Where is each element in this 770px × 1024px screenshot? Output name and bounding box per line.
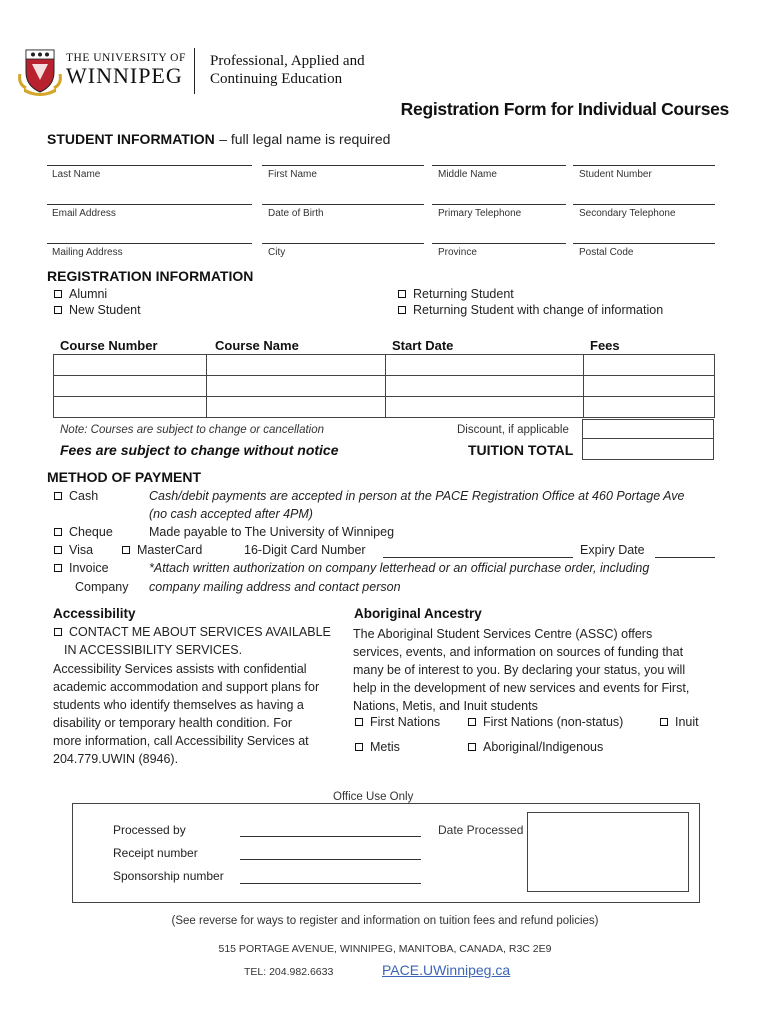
- receipt-number-label: Receipt number: [113, 846, 198, 860]
- tuition-total-label: TUITION TOTAL: [468, 442, 574, 458]
- course-table: [53, 354, 715, 418]
- courses-note: Note: Courses are subject to change or cancellation: [60, 424, 325, 436]
- accessibility-body-line: students who identify themselves as having a: [53, 698, 304, 712]
- pace-website-link[interactable]: PACE.UWinnipeg.ca: [382, 962, 511, 978]
- mastercard-label: MasterCard: [137, 543, 203, 557]
- course-number-header: Course Number: [60, 338, 158, 353]
- middle-name-field[interactable]: [432, 180, 566, 204]
- aboriginal-body-line: Nations, Metis, and Inuit students: [353, 699, 538, 713]
- aboriginal-heading: Aboriginal Ancestry: [354, 606, 482, 621]
- expiry-label: Expiry Date: [580, 543, 645, 557]
- new-student-label: New Student: [69, 303, 141, 317]
- office-use-title: Office Use Only: [330, 791, 416, 803]
- returning-student-option[interactable]: [398, 287, 514, 301]
- processed-by-label: Processed by: [113, 823, 186, 837]
- checkbox-icon: [398, 306, 406, 314]
- mailing-address-label: Mailing Address: [52, 247, 123, 258]
- secondary-phone-label: Secondary Telephone: [579, 208, 676, 219]
- course-number-cell[interactable]: [54, 376, 207, 397]
- accessibility-heading: Accessibility: [53, 606, 136, 621]
- postal-code-label: Postal Code: [579, 247, 634, 258]
- visa-label: Visa: [69, 543, 94, 557]
- form-title: Registration Form for Individual Courses: [400, 99, 729, 119]
- checkbox-icon: [122, 546, 130, 554]
- card-number-label: 16-Digit Card Number: [244, 543, 366, 557]
- fees-notice: Fees are subject to change without notice: [60, 442, 339, 458]
- checkbox-icon: [355, 743, 363, 751]
- course-name-cell[interactable]: [207, 376, 386, 397]
- checkbox-icon: [54, 628, 62, 636]
- accessibility-contact-label-2: IN ACCESSIBILITY SERVICES.: [64, 643, 243, 657]
- cash-description-1: Cash/debit payments are accepted in person at the PACE Registration Office at 460 Portage Ave: [149, 489, 685, 503]
- accessibility-body: [53, 660, 319, 768]
- invoice-description-1: *Attach written authorization on company letterhead or an official purchase order, including: [149, 561, 650, 575]
- last-name-label: Last Name: [52, 169, 101, 180]
- sponsorship-number-label: Sponsorship number: [113, 869, 224, 883]
- fees-cell[interactable]: [584, 397, 715, 418]
- mailing-address-line: [47, 243, 252, 244]
- start-date-cell[interactable]: [386, 355, 584, 376]
- fees-header: Fees: [590, 338, 620, 353]
- alumni-label: Alumni: [69, 287, 108, 301]
- visa-option[interactable]: [54, 543, 93, 557]
- aboriginal-body-line: many be of interest to you. By declaring your status, you will: [353, 663, 686, 677]
- primary-phone-line: [432, 204, 566, 205]
- dob-line: [262, 204, 424, 205]
- aboriginal-body-line: help in the development of new services and events for First,: [353, 681, 690, 695]
- middle-name-label: Middle Name: [438, 169, 497, 180]
- date-processed-field[interactable]: [527, 812, 689, 892]
- aboriginal-body: [353, 625, 689, 715]
- invoice-description-2: company mailing address and contact person: [149, 580, 401, 594]
- cheque-option[interactable]: [54, 525, 113, 539]
- course-name-cell[interactable]: [207, 397, 386, 418]
- returning-student-label: Returning Student: [413, 287, 514, 301]
- student-info-subtitle: – full legal name is required: [219, 131, 391, 147]
- company-label: Company: [75, 580, 129, 594]
- secondary-phone-line: [573, 204, 715, 205]
- accessibility-body-line: more information, call Accessibility Services at: [53, 734, 309, 748]
- email-label: Email Address: [52, 208, 116, 219]
- checkbox-icon: [398, 290, 406, 298]
- university-name-line2: WINNIPEG: [66, 63, 183, 88]
- cheque-label: Cheque: [69, 525, 113, 539]
- table-row: [54, 397, 715, 418]
- checkbox-icon: [54, 546, 62, 554]
- course-name-header: Course Name: [215, 338, 299, 353]
- checkbox-icon: [468, 718, 476, 726]
- inuit-label: Inuit: [675, 715, 699, 729]
- alumni-option[interactable]: [54, 287, 107, 301]
- checkbox-icon: [54, 564, 62, 572]
- accessibility-contact-option[interactable]: [54, 625, 331, 639]
- start-date-cell[interactable]: [386, 397, 584, 418]
- first-nations-non-status-label: First Nations (non-status): [483, 715, 624, 729]
- footer-address: 515 PORTAGE AVENUE, WINNIPEG, MANITOBA, CANADA, R3C 2E9: [218, 943, 552, 955]
- discount-field[interactable]: [582, 419, 714, 439]
- first-name-label: First Name: [268, 169, 317, 180]
- reverse-note: (See reverse for ways to register and information on tuition fees and refund policies): [171, 915, 599, 927]
- aboriginal-indigenous-label: Aboriginal/Indigenous: [483, 740, 604, 754]
- date-processed-label: Date Processed: [438, 823, 524, 837]
- tuition-total-field[interactable]: [582, 439, 714, 460]
- table-row: [54, 355, 715, 376]
- province-label: Province: [438, 247, 477, 258]
- university-crest-icon: [18, 44, 62, 96]
- receipt-number-field[interactable]: [240, 847, 421, 860]
- accessibility-body-line: Accessibility Services assists with confidential: [53, 662, 307, 676]
- payment-heading: METHOD OF PAYMENT: [47, 469, 202, 485]
- aboriginal-indigenous-option[interactable]: [468, 740, 603, 754]
- postal-code-line: [573, 243, 715, 244]
- new-student-option[interactable]: [54, 303, 141, 317]
- checkbox-icon: [54, 492, 62, 500]
- dob-field[interactable]: [262, 219, 424, 243]
- accessibility-body-line: 204.779.UWIN (8946).: [53, 752, 179, 766]
- accessibility-body-line: academic accommodation and support plans for: [53, 680, 320, 694]
- accessibility-body-line: disability or temporary health condition. For: [53, 716, 293, 730]
- checkbox-icon: [468, 743, 476, 751]
- department-name-line1: Professional, Applied and: [210, 53, 365, 69]
- course-number-cell[interactable]: [54, 397, 207, 418]
- start-date-header: Start Date: [392, 338, 454, 353]
- checkbox-icon: [54, 528, 62, 536]
- aboriginal-body-line: services, events, and information on sources of funding that: [353, 645, 684, 659]
- checkbox-icon: [355, 718, 363, 726]
- metis-label: Metis: [370, 740, 400, 754]
- student-info-heading: [47, 131, 390, 149]
- start-date-cell[interactable]: [386, 376, 584, 397]
- invoice-label: Invoice: [69, 561, 109, 575]
- first-name-field[interactable]: [262, 180, 424, 204]
- secondary-phone-field[interactable]: [573, 219, 715, 243]
- inuit-option[interactable]: [660, 715, 699, 729]
- metis-option[interactable]: [355, 740, 400, 754]
- processed-by-field[interactable]: [240, 824, 421, 837]
- returning-student-change-label: Returning Student with change of information: [413, 303, 664, 317]
- last-name-line: [47, 165, 252, 166]
- cash-option[interactable]: [54, 489, 98, 503]
- fees-cell[interactable]: [584, 376, 715, 397]
- accessibility-contact-label: CONTACT ME ABOUT SERVICES AVAILABLE: [69, 625, 331, 639]
- city-label: City: [268, 247, 286, 258]
- first-nations-label: First Nations: [370, 715, 441, 729]
- card-number-field[interactable]: [383, 544, 573, 558]
- checkbox-icon: [54, 306, 62, 314]
- expiry-field[interactable]: [655, 544, 715, 558]
- primary-phone-label: Primary Telephone: [438, 208, 522, 219]
- middle-name-line: [432, 165, 566, 166]
- student-number-label: Student Number: [579, 169, 652, 180]
- student-number-field[interactable]: [573, 180, 715, 204]
- mastercard-option[interactable]: [122, 543, 202, 557]
- discount-label: Discount, if applicable: [457, 424, 569, 436]
- city-line: [262, 243, 424, 244]
- cash-label: Cash: [69, 489, 99, 503]
- sponsorship-number-field[interactable]: [240, 871, 421, 884]
- checkbox-icon: [660, 718, 668, 726]
- course-number-cell[interactable]: [54, 355, 207, 376]
- checkbox-icon: [54, 290, 62, 298]
- primary-phone-field[interactable]: [432, 219, 566, 243]
- first-nations-non-status-option[interactable]: [468, 715, 623, 729]
- registration-heading: REGISTRATION INFORMATION: [47, 268, 254, 284]
- email-line: [47, 204, 252, 205]
- aboriginal-body-line: The Aboriginal Student Services Centre (ASSC) offers: [353, 627, 653, 641]
- fees-cell[interactable]: [584, 355, 715, 376]
- university-name-line1: THE UNIVERSITY OF: [66, 52, 186, 64]
- dob-label: Date of Birth: [268, 208, 324, 219]
- table-row: [54, 376, 715, 397]
- department-name-line2: Continuing Education: [210, 71, 343, 87]
- first-name-line: [262, 165, 424, 166]
- first-nations-option[interactable]: [355, 715, 440, 729]
- course-name-cell[interactable]: [207, 355, 386, 376]
- returning-student-change-option[interactable]: [398, 303, 663, 317]
- email-field[interactable]: [47, 219, 252, 243]
- student-number-line: [573, 165, 715, 166]
- student-info-title: STUDENT INFORMATION: [47, 131, 215, 147]
- last-name-field[interactable]: [47, 180, 252, 204]
- cash-description-2: (no cash accepted after 4PM): [149, 507, 313, 521]
- province-line: [432, 243, 566, 244]
- footer-telephone: TEL: 204.982.6633: [244, 966, 334, 978]
- invoice-option[interactable]: [54, 561, 109, 575]
- header-divider: [194, 48, 195, 94]
- cheque-description: Made payable to The University of Winnipeg: [149, 525, 395, 539]
